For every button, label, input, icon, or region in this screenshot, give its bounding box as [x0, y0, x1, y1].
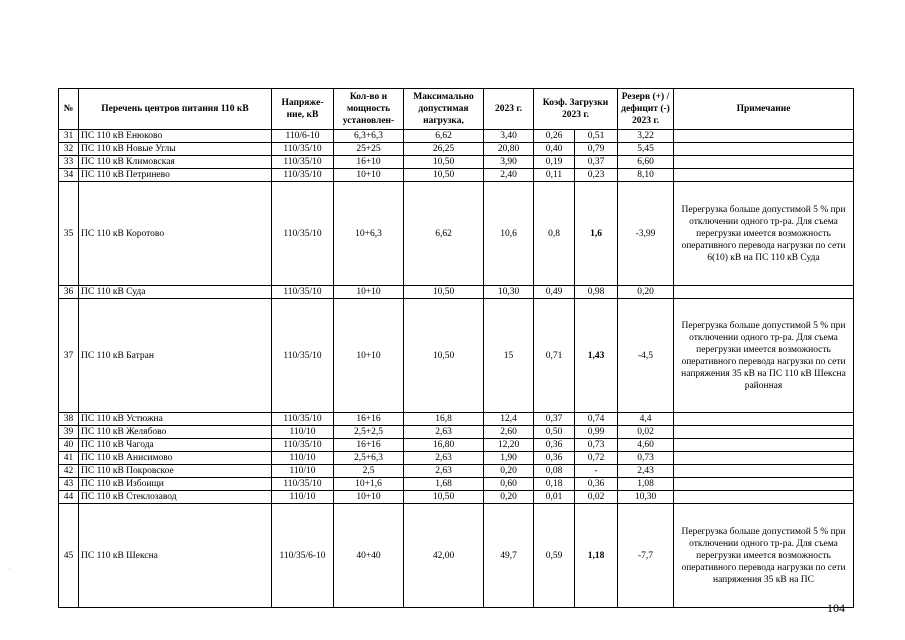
header-note: Примечание	[674, 89, 854, 130]
load-2023-cell: 0,20	[484, 491, 534, 504]
row-num: 40	[59, 439, 79, 452]
table-row	[59, 286, 854, 299]
station-name: ПС 110 кВ Суда	[79, 286, 272, 299]
load-2023-cell: 10,6	[484, 182, 534, 286]
header-name: Перечень центров питания 110 кВ	[79, 89, 272, 130]
note-cell	[674, 465, 854, 478]
coef-normal-cell: 0,01	[534, 491, 575, 504]
table-row	[59, 156, 854, 169]
coef-normal-cell: 0,37	[534, 413, 575, 426]
note-cell	[674, 169, 854, 182]
voltage-cell: 110/35/10	[272, 286, 334, 299]
table-row	[59, 478, 854, 491]
coef-emergency-cell: 0,99	[575, 426, 618, 439]
max-load-cell: 10,50	[404, 156, 484, 169]
coef-normal-cell: 0,8	[534, 182, 575, 286]
station-name: ПС 110 кВ Новые Углы	[79, 143, 272, 156]
station-name: ПС 110 кВ Чагода	[79, 439, 272, 452]
header-num: №	[59, 89, 79, 130]
reserve-cell: 10,30	[618, 491, 674, 504]
voltage-cell: 110/35/10	[272, 413, 334, 426]
station-name: ПС 110 кВ Покровское	[79, 465, 272, 478]
voltage-cell: 110/6-10	[272, 130, 334, 143]
max-load-cell: 42,00	[404, 504, 484, 608]
voltage-cell: 110/35/10	[272, 478, 334, 491]
voltage-cell: 110/35/10	[272, 439, 334, 452]
coef-normal-cell: 0,50	[534, 426, 575, 439]
load-2023-cell: 3,40	[484, 130, 534, 143]
table-row	[59, 413, 854, 426]
max-load-cell: 1,68	[404, 478, 484, 491]
note-cell	[674, 143, 854, 156]
reserve-cell: 8,10	[618, 169, 674, 182]
coef-emergency-cell: 0,23	[575, 169, 618, 182]
capacity-cell: 6,3+6,3	[334, 130, 404, 143]
row-num: 36	[59, 286, 79, 299]
table-header-row	[59, 89, 854, 130]
note-cell: Перегрузка больше допустимой 5 % при отключении одного тр-ра. Для съема перегрузки имеется возможность оперативного перевода нагрузки по сети напряжения 35 кВ на ПС 110 кВ Шексна районная	[674, 299, 854, 413]
table-row	[59, 465, 854, 478]
load-2023-cell: 12,4	[484, 413, 534, 426]
capacity-cell: 16+16	[334, 439, 404, 452]
note-cell: Перегрузка больше допустимой 5 % при отключении одного тр-ра. Для съема перегрузки имеется возможность оперативного перевода нагрузки по сети напряжения 35 кВ на ПС	[674, 504, 854, 608]
note-cell	[674, 491, 854, 504]
reserve-cell: -7,7	[618, 504, 674, 608]
coef-emergency-cell: 1,18	[575, 504, 618, 608]
table-row	[59, 169, 854, 182]
coef-normal-cell: 0,36	[534, 452, 575, 465]
load-2023-cell: 2,60	[484, 426, 534, 439]
margin-mark: ·	[8, 566, 10, 572]
table-row	[59, 452, 854, 465]
header-load-coefficient: Коэф. Загрузки 2023 г.	[534, 89, 618, 130]
capacity-cell: 10+10	[334, 299, 404, 413]
coef-normal-cell: 0,40	[534, 143, 575, 156]
voltage-cell: 110/10	[272, 491, 334, 504]
row-num: 37	[59, 299, 79, 413]
reserve-cell: 0,73	[618, 452, 674, 465]
station-name: ПС 110 кВ Стеклозавод	[79, 491, 272, 504]
max-load-cell: 6,62	[404, 182, 484, 286]
note-cell: Перегрузка больше допустимой 5 % при отключении одного тр-ра. Для съема перегрузки имеется возможность оперативного перевода нагрузки по сети 6(10) кВ на ПС 110 кВ Суда	[674, 182, 854, 286]
reserve-cell: 4,4	[618, 413, 674, 426]
capacity-cell: 40+40	[334, 504, 404, 608]
capacity-cell: 2,5+2,5	[334, 426, 404, 439]
load-2023-cell: 3,90	[484, 156, 534, 169]
voltage-cell: 110/10	[272, 452, 334, 465]
table-row	[59, 426, 854, 439]
table-row	[59, 130, 854, 143]
coef-emergency-cell: 0,72	[575, 452, 618, 465]
voltage-cell: 110/35/10	[272, 156, 334, 169]
table-row	[59, 299, 854, 413]
capacity-cell: 10+10	[334, 491, 404, 504]
voltage-cell: 110/35/10	[272, 299, 334, 413]
capacity-cell: 2,5+6,3	[334, 452, 404, 465]
station-name: ПС 110 кВ Анисимово	[79, 452, 272, 465]
capacity-cell: 2,5	[334, 465, 404, 478]
reserve-cell: -4,5	[618, 299, 674, 413]
coef-emergency-cell: 0,02	[575, 491, 618, 504]
substation-load-table	[58, 88, 854, 608]
load-2023-cell: 2,40	[484, 169, 534, 182]
table-row	[59, 439, 854, 452]
note-cell	[674, 130, 854, 143]
capacity-cell: 10+1,6	[334, 478, 404, 491]
page-number: 104	[827, 601, 845, 615]
load-2023-cell: 0,20	[484, 465, 534, 478]
capacity-cell: 10+10	[334, 286, 404, 299]
max-load-cell: 2,63	[404, 465, 484, 478]
max-load-cell: 16,8	[404, 413, 484, 426]
row-num: 43	[59, 478, 79, 491]
max-load-cell: 10,50	[404, 169, 484, 182]
coef-normal-cell: 0,36	[534, 439, 575, 452]
row-num: 34	[59, 169, 79, 182]
row-num: 41	[59, 452, 79, 465]
table-row	[59, 143, 854, 156]
load-2023-cell: 12,20	[484, 439, 534, 452]
capacity-cell: 10+6,3	[334, 182, 404, 286]
row-num: 44	[59, 491, 79, 504]
header-max-load: Максимально допустимая нагрузка,	[404, 89, 484, 130]
note-cell	[674, 156, 854, 169]
coef-normal-cell: 0,49	[534, 286, 575, 299]
coef-normal-cell: 0,11	[534, 169, 575, 182]
row-num: 32	[59, 143, 79, 156]
voltage-cell: 110/35/10	[272, 143, 334, 156]
note-cell	[674, 478, 854, 491]
station-name: ПС 110 кВ Желябово	[79, 426, 272, 439]
max-load-cell: 2,63	[404, 426, 484, 439]
coef-emergency-cell: 0,79	[575, 143, 618, 156]
station-name: ПС 110 кВ Климовская	[79, 156, 272, 169]
max-load-cell: 6,62	[404, 130, 484, 143]
coef-emergency-cell: 0,74	[575, 413, 618, 426]
note-cell	[674, 439, 854, 452]
note-cell	[674, 286, 854, 299]
header-2023: 2023 г.	[484, 89, 534, 130]
note-cell	[674, 426, 854, 439]
load-2023-cell: 15	[484, 299, 534, 413]
reserve-cell: 1,08	[618, 478, 674, 491]
table-body	[59, 130, 854, 608]
station-name: ПС 110 кВ Избоищи	[79, 478, 272, 491]
load-2023-cell: 10,30	[484, 286, 534, 299]
coef-emergency-cell: 0,36	[575, 478, 618, 491]
note-cell	[674, 452, 854, 465]
coef-normal-cell: 0,19	[534, 156, 575, 169]
row-num: 31	[59, 130, 79, 143]
reserve-cell: 3,22	[618, 130, 674, 143]
voltage-cell: 110/35/6-10	[272, 504, 334, 608]
reserve-cell: -3,99	[618, 182, 674, 286]
capacity-cell: 10+10	[334, 169, 404, 182]
station-name: ПС 110 кВ Батран	[79, 299, 272, 413]
note-cell	[674, 413, 854, 426]
station-name: ПС 110 кВ Петринево	[79, 169, 272, 182]
coef-normal-cell: 0,59	[534, 504, 575, 608]
coef-emergency-cell: 0,98	[575, 286, 618, 299]
coef-normal-cell: 0,26	[534, 130, 575, 143]
station-name: ПС 110 кВ Шексна	[79, 504, 272, 608]
coef-emergency-cell: 0,73	[575, 439, 618, 452]
capacity-cell: 25+25	[334, 143, 404, 156]
max-load-cell: 2,63	[404, 452, 484, 465]
station-name: ПС 110 кВ Коротово	[79, 182, 272, 286]
max-load-cell: 10,50	[404, 286, 484, 299]
row-num: 42	[59, 465, 79, 478]
max-load-cell: 10,50	[404, 299, 484, 413]
reserve-cell: 2,43	[618, 465, 674, 478]
coef-normal-cell: 0,08	[534, 465, 575, 478]
max-load-cell: 16,80	[404, 439, 484, 452]
load-2023-cell: 0,60	[484, 478, 534, 491]
voltage-cell: 110/35/10	[272, 182, 334, 286]
table-row	[59, 504, 854, 608]
voltage-cell: 110/10	[272, 426, 334, 439]
coef-emergency-cell: 0,37	[575, 156, 618, 169]
load-2023-cell: 49,7	[484, 504, 534, 608]
coef-emergency-cell: 1,43	[575, 299, 618, 413]
station-name: ПС 110 кВ Устюжна	[79, 413, 272, 426]
row-num: 38	[59, 413, 79, 426]
row-num: 35	[59, 182, 79, 286]
header-reserve: Резерв (+) / дефицит (-) 2023 г.	[618, 89, 674, 130]
table-row	[59, 491, 854, 504]
reserve-cell: 0,02	[618, 426, 674, 439]
reserve-cell: 4,60	[618, 439, 674, 452]
coef-emergency-cell: -	[575, 465, 618, 478]
coef-normal-cell: 0,71	[534, 299, 575, 413]
reserve-cell: 0,20	[618, 286, 674, 299]
capacity-cell: 16+16	[334, 413, 404, 426]
row-num: 45	[59, 504, 79, 608]
table-row	[59, 182, 854, 286]
row-num: 33	[59, 156, 79, 169]
header-voltage: Напряже-ние, кВ	[272, 89, 334, 130]
max-load-cell: 10,50	[404, 491, 484, 504]
max-load-cell: 26,25	[404, 143, 484, 156]
voltage-cell: 110/10	[272, 465, 334, 478]
reserve-cell: 6,60	[618, 156, 674, 169]
capacity-cell: 16+10	[334, 156, 404, 169]
coef-emergency-cell: 0,51	[575, 130, 618, 143]
voltage-cell: 110/35/10	[272, 169, 334, 182]
load-2023-cell: 1,90	[484, 452, 534, 465]
coef-normal-cell: 0,18	[534, 478, 575, 491]
load-2023-cell: 20,80	[484, 143, 534, 156]
coef-emergency-cell: 1,6	[575, 182, 618, 286]
station-name: ПС 110 кВ Енюково	[79, 130, 272, 143]
reserve-cell: 5,45	[618, 143, 674, 156]
header-capacity: Кол-во и мощность установлен-	[334, 89, 404, 130]
row-num: 39	[59, 426, 79, 439]
